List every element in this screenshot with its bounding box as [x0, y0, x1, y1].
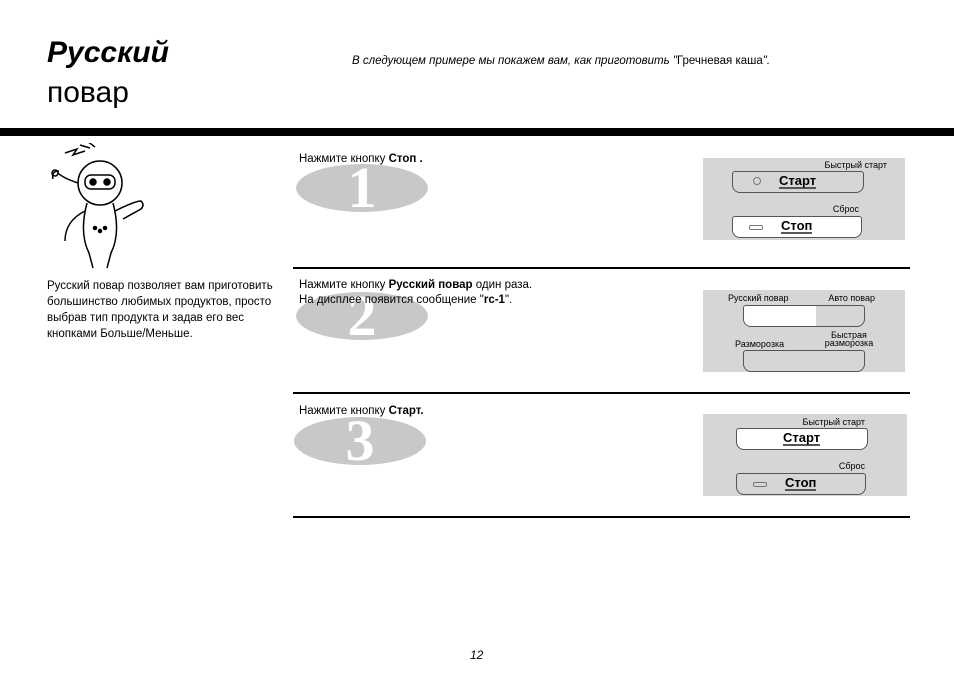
- auto-cook-label: Авто повар: [828, 293, 875, 303]
- step-text: Нажмите кнопку: [299, 279, 389, 291]
- russian-cook-button[interactable]: [743, 305, 865, 327]
- step-divider: [293, 392, 910, 394]
- display-message: rc-1: [483, 294, 505, 306]
- start-button[interactable]: [736, 428, 868, 450]
- step-bold: Старт.: [388, 405, 424, 417]
- defrost-button[interactable]: [743, 350, 865, 372]
- chef-mascot-icon: [45, 143, 155, 273]
- reset-label: Сброс: [832, 204, 859, 214]
- step-number-2: 2: [296, 292, 428, 340]
- intro-text: [352, 55, 770, 67]
- start-label: Старт: [779, 173, 817, 188]
- panel-start-stop: [703, 158, 905, 240]
- step-bold: Русский повар: [388, 279, 473, 291]
- feature-description: Русский повар позволяет вам приготовить большинство любимых продуктов, просто выбрав тип продукта и задав его вес кнопками Больше/Меньше.: [47, 280, 273, 340]
- stop-label: Стоп: [785, 475, 817, 490]
- quick-start-label: Быстрый старт: [824, 160, 887, 170]
- step-2-text: [299, 278, 532, 308]
- step-bold: Стоп .: [388, 153, 423, 165]
- step-text: На дисплее появится сообщение ": [299, 294, 484, 306]
- quick-defrost-label: Быстрая разморозка: [824, 330, 874, 348]
- stop-label: Стоп: [781, 218, 813, 233]
- step-divider: [293, 516, 910, 518]
- button-highlight: [744, 306, 816, 326]
- header-bar: [0, 128, 954, 136]
- indicator-icon: [753, 482, 767, 487]
- intro-lead: В следующем примере мы покажем вам, как приготовить ": [352, 55, 677, 67]
- step-number-1: 1: [296, 164, 428, 212]
- step-number-3: 3: [294, 417, 426, 465]
- start-button[interactable]: [732, 171, 864, 193]
- panel-start-highlight: [703, 414, 907, 496]
- quick-start-label: Быстрый старт: [802, 417, 865, 427]
- reset-label: Сброс: [838, 461, 865, 471]
- intro-end: ".: [762, 55, 771, 67]
- step-text: ".: [504, 294, 513, 306]
- step-divider: [293, 267, 910, 269]
- page-number: 12: [470, 648, 484, 662]
- defrost-label: Разморозка: [735, 339, 785, 349]
- step-text: Нажмите кнопку: [299, 405, 389, 417]
- step-text: один раза.: [472, 279, 533, 291]
- step-3-text: [299, 404, 424, 419]
- stop-button[interactable]: [736, 473, 866, 495]
- start-label: Старт: [783, 430, 821, 445]
- indicator-icon: [749, 225, 763, 230]
- panel-cook-modes: [703, 290, 905, 372]
- page-title-line2: повар: [47, 76, 129, 109]
- intro-dish: Гречневая каша: [676, 55, 763, 67]
- step-1-text: [299, 152, 423, 167]
- step-text: Нажмите кнопку: [299, 153, 389, 165]
- page-title-line1: Русский: [47, 36, 169, 69]
- stop-button[interactable]: [732, 216, 862, 238]
- indicator-icon: [753, 177, 761, 185]
- russian-cook-label: Русский повар: [728, 293, 789, 303]
